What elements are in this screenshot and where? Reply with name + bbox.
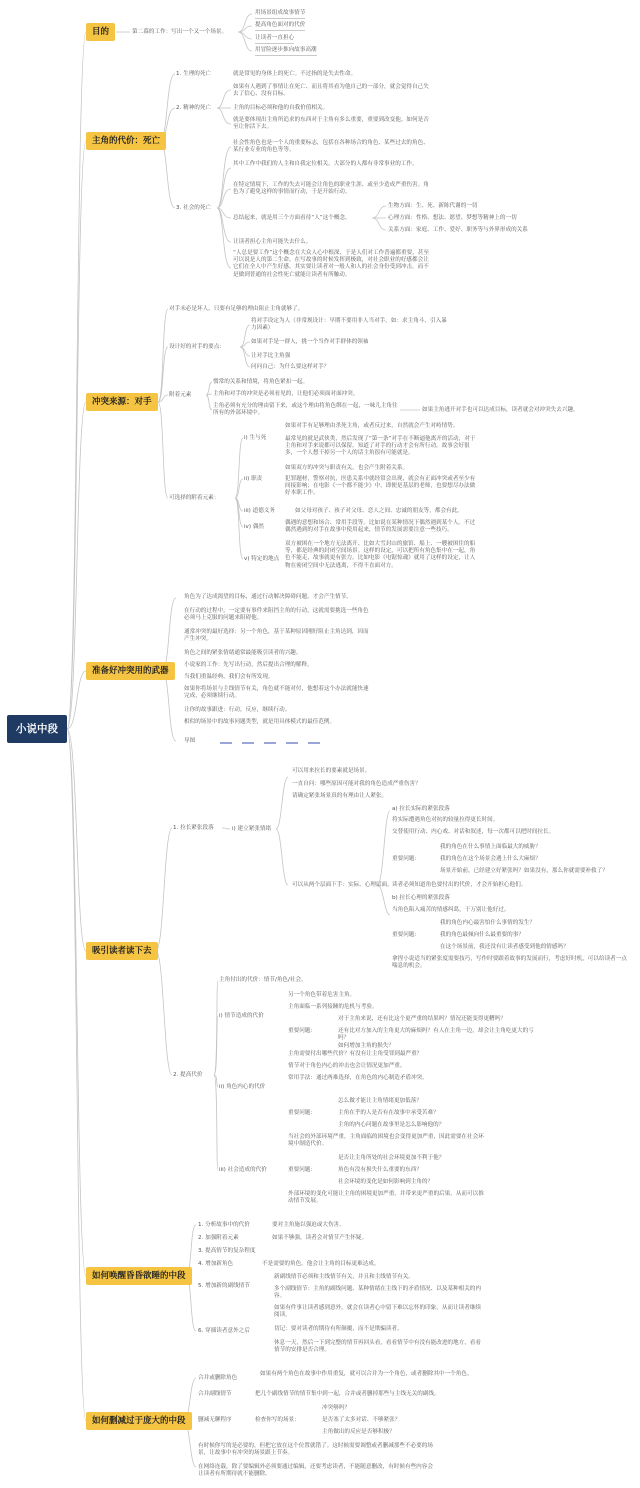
s2-worry: 让读者担心主角可能失去什么。: [233, 239, 312, 245]
s5-note: 情节对于角色内心的冲击也会让情况更加严重。: [288, 1063, 406, 1069]
s6-note: 不是需要的角色，他会让主角的目标更难达成。: [262, 1261, 380, 1267]
s6-note: 新副线情节必须和主线情节有关，并且和主线情节有关。: [274, 1274, 414, 1280]
s5-note: 一直自问：哪些原因可能对我的角色造成严重伤害？: [292, 781, 421, 787]
s3-design-item: 让对手比主角强: [251, 353, 291, 359]
s5-key-question: 重要问题：: [288, 1028, 316, 1034]
s2-social-death: 3. 社会的死亡: [176, 205, 212, 211]
s3-opt-note: 偶遇的意想和场合、常用手段等。比如说在某种情况下偶然遇到某个人。不过偶然遇到的对手在故事中使用起来，情节的发展需要注意一些技巧。: [285, 520, 476, 534]
s5-question: 我的角色内心最害怕什么事情的发生？: [440, 920, 536, 926]
s5-raise-stakes: 2. 提高代价: [173, 1072, 203, 1078]
s4-mindmap-label: 导图: [184, 738, 196, 744]
s3-opponent-note: 对手未必是坏人，只要有足够的理由阻止主角就够了。: [169, 306, 304, 312]
s4-item: 如果你将场景与主线情节有关，角色就不能对付，他想着这个办法就能快速完成，必须继续行动。: [184, 686, 369, 700]
s7-merge-subplots: 合并副线情节: [198, 1391, 232, 1397]
s5-note: 拿捏小说适当的紧张度需要技巧，写作时要跟着故事的发展而行，考虑好时机，可以给读者一点喘息的机会。: [392, 956, 627, 970]
s4-item: 小说家的工作：先写出行动，然后提出合理的解释。: [184, 662, 313, 668]
s3-attachment-item: 主角和对手的冲突是必须看见的，让他们必须面对面冲突。: [213, 391, 359, 397]
s5-note: 读者必须知道角色要付出的代价，才会开始担心他们。: [392, 882, 527, 888]
s4-item: 在行动的过程中，一定要有事件来阻挡主角的行动，这就需要挑选一些角色必须马上克服的问题来阻碍他。: [184, 608, 369, 622]
s6-note: 如果有件事让读者感到意外，就会在读者心中留下难以忘怀的印象，从而让读者继续阅读。: [274, 1305, 481, 1319]
s6-item: 4. 增加新角色: [198, 1261, 234, 1267]
s4-mindmap-thumbnail[interactable]: [220, 740, 330, 747]
s5-note: 当社会的外部环境严重，主角面临的困境也会变得更加严重，因此需要在社会环境中制造代价。: [288, 1134, 484, 1148]
s5-question: 我的角色在什么事情上面临最大的威胁？: [440, 844, 541, 850]
s5-note: 主角面临一系列接踵的危机与考验。: [288, 1004, 378, 1010]
s2-mental-note: 就是要体现出主角所追求的东西对于主角有多么重要，重要到改变他。如何是否至让你活下去。: [233, 117, 429, 131]
s5-question: 对于主角来说，还有比这个更严重的结果吗？情况还能变得更糟吗？: [338, 1016, 506, 1022]
section-conflict-weapons[interactable]: 准备好冲突用的武器: [86, 662, 175, 680]
s2-aspect: 生物方面：生、死、新陈代谢的一切: [388, 203, 478, 209]
s1-item: 用场景组成故事情节: [255, 10, 305, 19]
s2-social-note: 在特定情境下，工作的失去可能会让角色的职业生涯、或至少造成严重伤害。角色为了避免这样的事情而行动，于是开始行动。: [233, 182, 429, 196]
s7-cut-boring: 删减无聊程序: [198, 1417, 232, 1423]
s3-opt-note: 如果对手有足够理由杀死主角，或者反过来，自然就会产生对峙情势。: [285, 423, 459, 429]
s3-opt-note: 最常见的就是武侠类，然后发现了“第一条”对手在不断逼他离开的活动，对于主角和对手来说都可以保留。知道了对手的行动才会有所行动，故事会好很多，一个人想干掉另一个人的话主角很有可能就是。: [285, 436, 476, 457]
s3-design-item: 如果对手是一群人，挑一个当作对手群体的领袖: [251, 339, 369, 345]
s5-key-question: 重要问题：: [392, 856, 420, 862]
s3-opt-note: 如果双方的冲突与职责有关，也会产生附着关系。: [285, 465, 409, 471]
s6-note: 要对主角施以强迫或大伤害。: [272, 1222, 345, 1228]
s7-note: 在网络连载，除了要编辑外必须要通过编辑，还要考虑读者，不能随意删改，有时候有些内容会让读者有所期待就不能删除。: [198, 1464, 433, 1478]
s6-note: 切记：要对读者的期待有所颠覆，而不是欺骗读者。: [274, 1326, 403, 1332]
s3-design-item: 问问自己：为什么要这样对手？: [251, 364, 330, 370]
s4-item: 角色为了达成渴望的目标，通过行动解决障碍问题，才会产生情节。: [184, 594, 352, 600]
s5-note: 主角付出的代价：情节/角色/社会。: [219, 977, 307, 983]
s3-attachment-note: 如果主角逃开对手也可以达成目标，读者就会对冲突失去兴趣。: [422, 407, 579, 413]
s3-opt-note: 犯罪题材，警察对抗，医患关系中就经常会出现，就会有正面冲突或者至少有间接影响；在电影《一个都不能少》中，即便是基层的老师，也要想尽办法做好本职工作。: [285, 476, 476, 497]
s7-check-scenes: 检查你写的场景：: [255, 1417, 300, 1423]
s5-question: 我的角色最倾向什么最重要的事？: [440, 932, 524, 938]
s2-mental-note: 如果有人遇到了事情让在死亡、而且将其看为他自己的一部分，就会觉得自己失去了信心、没有目标。: [233, 84, 429, 98]
s5-question: 是否让主角所处的社会环境更加不利于他？: [338, 1155, 445, 1161]
s6-item: 1. 分析故事中的代价: [198, 1222, 250, 1228]
s3-opt-chance: iv) 偶然: [244, 524, 265, 530]
s5-question: 场景开始前，已经建立好紧张吗？如果没有，那么你就需要补救了？: [440, 868, 608, 874]
s4-item: 通常冲突的最好选择：另一个角色，基于某种原因刚好阻止主角达到，因而产生冲突。: [184, 629, 369, 643]
s5-question: 主角的内心问题在故事里是怎么影响他的？: [338, 1122, 445, 1128]
s5-note: 当角色陷入痛苦的情感纠葛，干万别让他好过。: [392, 907, 510, 913]
s3-opt-duty: ii) 职责: [244, 476, 263, 482]
s3-opt-moral: iii) 道德义务: [244, 508, 275, 514]
s2-aspect: 关系方面：家庭、工作、爱好、职务等与外界形成的关系: [388, 227, 528, 233]
s3-optional: 可选择的附着元素：: [169, 495, 220, 501]
s5-physical-tension: a) 拉长实际的紧张段落: [392, 806, 450, 812]
s5-note: 请确定紧张场景真的有理由让人紧张。: [292, 793, 388, 799]
s1-label: 第二幕的工作：写出一个又一个场景。: [132, 29, 228, 35]
s5-two-levels: 可以从两个层面下手：实际、心理层面。: [292, 882, 393, 888]
s3-opt-note: 双方被困在一个地方无法离开、比如大雪封山的旅馆、船上、一艘被困住的船等，都是经典的封闭空间场景。这样的设定，可以把所有角色集中在一起，角色不能走，故事就更有张力。比如电影《电锯惊魂》就用了这样的设定，让人物在密闭空间中无法逃离，不得不直面对方。: [285, 541, 476, 569]
s5-note: 主角需要付出哪些代价？有没有让主角受罪到最严重？: [288, 1051, 423, 1057]
s1-item: 提高角色面对的代价: [255, 22, 305, 31]
s2-social-note: 社会性角色也是一个人的重要标志，包括在各种场合的角色、某些过去的角色、某行业专业的角色等等。: [233, 140, 429, 154]
s5-note: 将实际遭遇角色对抗的较量拉得更长时间。: [392, 817, 499, 823]
s3-opt-place: v) 特定的地点: [244, 556, 280, 562]
s4-item: 角色之间的紧张情绪通常最能吸引读者的兴趣。: [184, 650, 302, 656]
s3-attachment: 附着元素: [169, 392, 192, 398]
s6-note: 如果不够强，读者会对情节产生怀疑。: [272, 1235, 368, 1241]
s5-key-question: 重要问题：: [288, 1167, 316, 1173]
s3-design-points: 设计好的对手的要点：: [169, 344, 225, 350]
s1-item: 用冒险逐步推向故事高潮: [255, 47, 317, 56]
s3-attachment-item: 惯常的关系和情境，将角色紧扣一起。: [213, 379, 309, 385]
s5-build-tension: i) 建立紧张情绪: [232, 826, 272, 832]
s5-note: 常用手法：通过两难选择，在角色的内心制造矛盾冲突。: [288, 1075, 428, 1081]
s5-question: 在这个场景前，我还没有让读者感受到他的情感吗？: [440, 944, 569, 950]
s2-mental-death: 2. 精神的死亡: [176, 105, 212, 111]
s5-note: 外部环境的变化可能让主角的困境更加严重，并带来更严重的后果，从而可以推动情节发展。: [288, 1191, 484, 1205]
s5-note: 另一个角色带着危害主角。: [288, 992, 356, 998]
section-keep-reading[interactable]: 吸引读者读下去: [86, 942, 158, 960]
section-conflict-source[interactable]: 冲突来源：对手: [86, 393, 158, 411]
s5-question: 怎么做才能让主角情绪更加低落？: [338, 1098, 422, 1104]
s5-question: 社会环境的变化是如何影响到主角的？: [338, 1179, 434, 1185]
s6-item: 3. 提高情节的复杂程度: [198, 1248, 256, 1254]
s5-plot-cost: i) 情节造成的代价: [219, 1013, 264, 1019]
s4-item: 相似的场景中的故事问题类型，就是用具体模式的最佳范例。: [184, 719, 336, 725]
root-node[interactable]: 小说中段: [7, 715, 67, 743]
s3-attachment-item: 主角必须有充分的理由留下来，或这个理由将角色绑在一起，一味儿主角往所有的外部环境中。: [213, 403, 398, 417]
s2-physical-death: 1. 生理的死亡: [176, 71, 212, 77]
s3-opt-note: 如父母对孩子、孩子对父母、恋人之间、忠诚的朋友等，都会有此。: [295, 508, 463, 514]
s2-social-note: 其中工作中我们的人主和自我定位相关。大部分的人都有非常事业的工作。: [233, 161, 418, 167]
s2-mental-note: 主角的目标必须和他的自我价值相关。: [233, 105, 329, 111]
s2-work-note: “人总是要工作”这个概念在大众人心中根深，于是人们对工作普遍都重要，甚至可以说是人的第二生命。在写故事的时候发挥到极致，对社会职业的好感都会让它们在全人中产生好感。其实要让读者对一般人和人的社会身份受到冲击，而不是做到普通的社会性死亡就能让读者有所触动。: [233, 250, 429, 278]
s2-summary: 总结起来，就是用三个方面看待“人”这个概念。: [233, 215, 351, 221]
s4-item: 当我们重温经典，我们会有所发现。: [184, 674, 274, 680]
s7-merge-characters: 合并或删除角色: [198, 1375, 238, 1381]
s3-opt-life-death: i) 生与死: [244, 435, 267, 441]
s7-note: 如果有两个角色在故事中作用重复，就可以合并为一个角色，或者删除其中一个角色。: [260, 1371, 473, 1377]
s6-note: 多个副线情节：主角的副线问题、某种情绪在主线下的矛盾情况、以及某种相关的内容。: [274, 1286, 481, 1300]
s6-item: 5. 增加新的副线情节: [198, 1283, 250, 1289]
s4-item: 让你的故事跟进：行动，反应，继续行动。: [184, 707, 291, 713]
s7-note: 把几个副线情节的情节集中到一起，合并或者删掉那些与主线无关的副线。: [255, 1391, 440, 1397]
section-wake-middle[interactable]: 如何唤醒昏昏欲睡的中段: [86, 1267, 192, 1285]
s1-item: 让读者一直担心: [255, 35, 294, 44]
s5-question: 还有比对方加入的主角更大的麻烦吗？有人在主角一边，却会让主角吃更大的亏吗？: [338, 1028, 534, 1042]
s5-mental-tension: b) 拉长心理的紧张段落: [392, 895, 450, 901]
s5-note: 可以用来拉长的要素就是场景。: [292, 768, 371, 774]
s7-check: 主角做出的反应是否够积极？: [322, 1429, 395, 1435]
s5-inner-cost: ii) 角色内心的代价: [219, 1084, 266, 1090]
s5-question: 如何增加主角的损失？: [338, 1043, 394, 1049]
s2-aspect: 心理方面：性格、想法、愿望、梦想等精神上的一切: [388, 215, 517, 221]
section-purpose[interactable]: 目的: [86, 23, 115, 41]
s7-check: 冲突够吗？: [322, 1405, 350, 1411]
section-trim-middle[interactable]: 如何删减过于庞大的中段: [86, 1412, 192, 1430]
s5-key-question: 重要问题：: [392, 932, 420, 938]
s5-question: 我的角色在这个场景会遇上什么大麻烦？: [440, 856, 541, 862]
s5-key-question: 重要问题：: [288, 1110, 316, 1116]
s3-design-item: 将对手设定为人（非常规设计：早期不要用非人当对手。如：求主角斗，引入暴力因素）: [251, 318, 447, 332]
section-protagonist-cost[interactable]: 主角的代价：死亡: [86, 132, 166, 150]
s6-item: 6. 穿插读者意外之后: [198, 1328, 250, 1334]
s7-note: 有时候你写的是必要的，但把它放在这个位置就错了。这时候需要调整或者删减那些不必要的场景，让故事中有冲突的场景跟上节奏。: [198, 1443, 433, 1457]
s5-question: 角色有没有损失什么重要的东西？: [338, 1167, 422, 1173]
s5-note: 交替使用行动、内心戏、对话和叙述，每一次都可以把时间拉长。: [392, 829, 555, 835]
s6-note: 休息一天，然后一下到完整的情节再回头看，看看情节中有没有能改进的地方，看看情节的安排是否合理。: [274, 1340, 481, 1354]
s5-social-cost: iii) 社会造成的代价: [219, 1167, 267, 1173]
s5-question: 主角在乎的人是否有在故事中承受苦难？: [338, 1110, 439, 1116]
s7-check: 是否塞了太多对话、不够紧张？: [322, 1417, 401, 1423]
s5-lengthen-tension: 1. 拉长紧张段落: [173, 825, 214, 831]
s2-physical-death-desc: 就是常见的身体上的死亡。不过指的是失去性命。: [233, 71, 357, 77]
s6-item: 2. 加强附着元素: [198, 1235, 239, 1241]
